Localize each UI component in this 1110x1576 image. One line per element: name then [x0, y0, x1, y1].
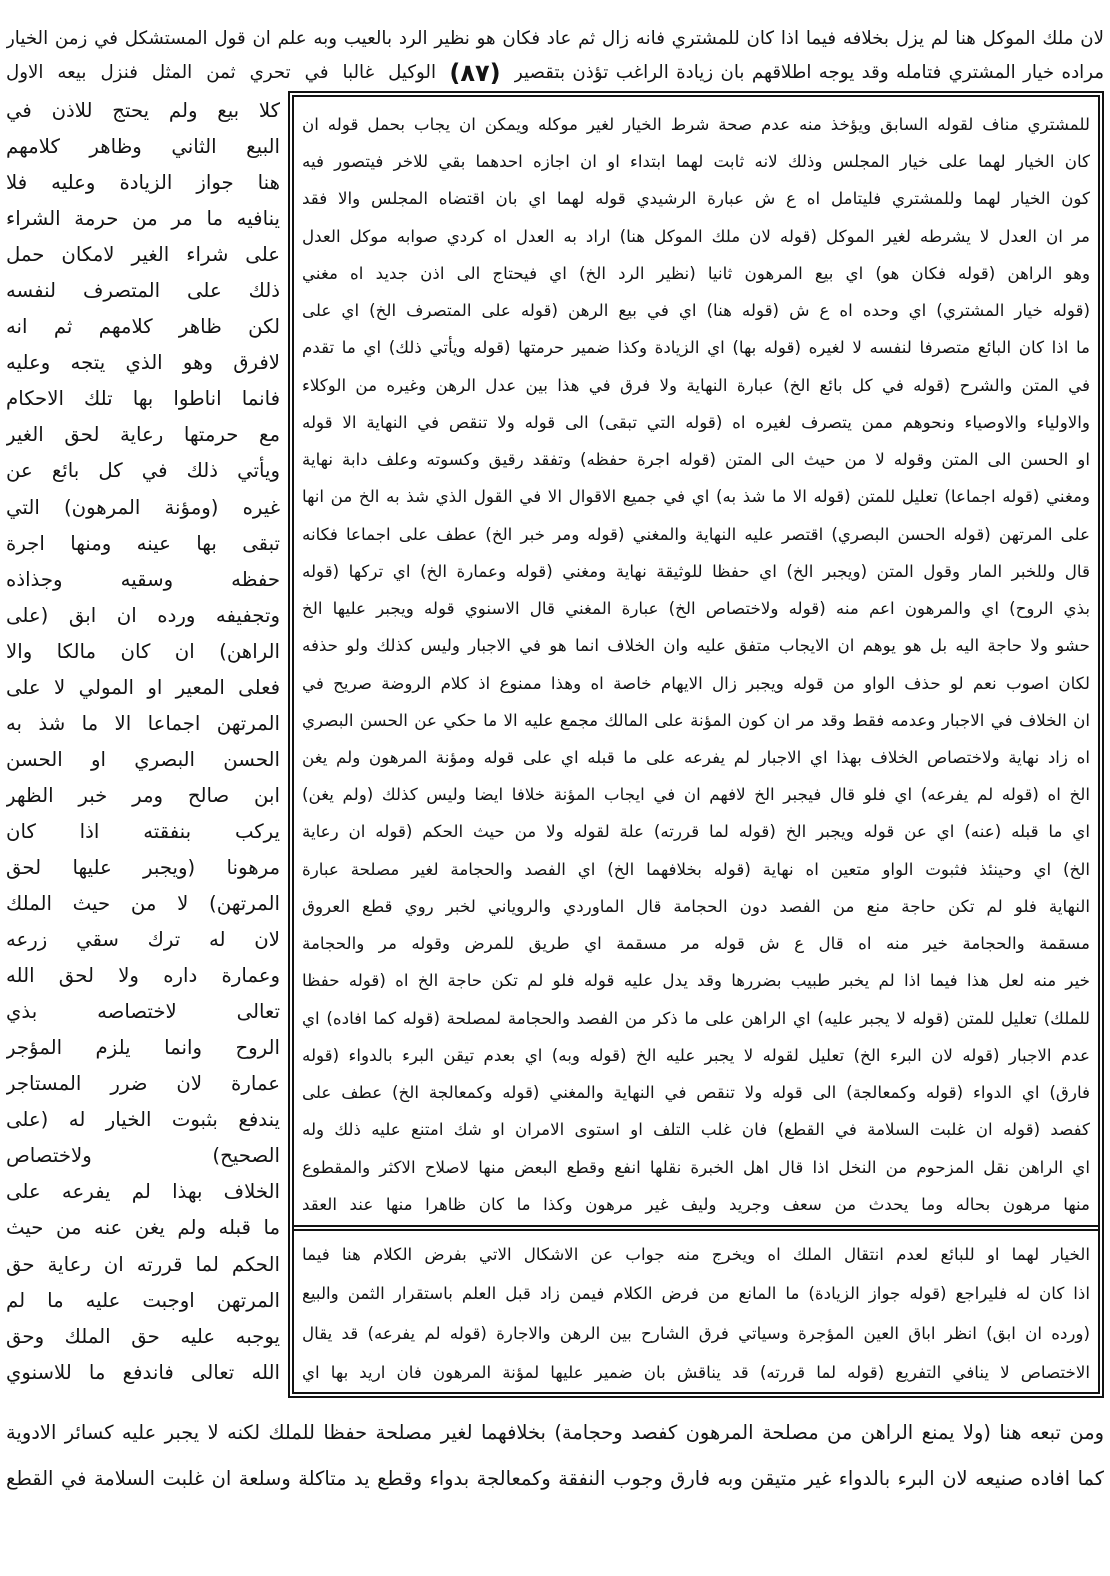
margin-text-line: ويأتي ذلك في كل بائع عن [6, 459, 280, 483]
gloss-line: قال وللخبر المار وقول المتن (ويجبر الخ) اي حفظا للوثيقة نهاية ومغني (قوله وعمارة الخ) اي تركها (قوله [302, 560, 1090, 581]
margin-text-line: تبقى بها عينه ومنها اجرة [6, 531, 280, 555]
margin-text-line: يوجبه عليه حق الملك وحق [6, 1324, 280, 1348]
gloss-line: الخ اه (قوله لم يفرعه) اي فلو قال فيجبر الخ لافهم ان في ايجاب المؤنة خلافا ايضا وليس كذلك (ولم يغن) [302, 784, 1090, 805]
footer-line: ومن تبعه هنا (ولا يمنع الراهن من مصلحة المرهون كفصد وحجامة) بخلافهما لغير مصلحة حفظا للملك لكنه لا يجبر عليه كسائر الادوية [6, 1421, 1104, 1444]
margin-text-line: هنا جواز الزيادة وعليه فلا [6, 171, 280, 195]
margin-text-line: ينافيه ما مر من حرمة الشراء [6, 207, 280, 231]
margin-text-line: فانما اناطوا بها تلك الاحكام [6, 387, 280, 411]
gloss-line: كفصد (قوله ان غلبت السلامة في القطع) فان غلب التلف او استوى الامران او شك امتنع عليه ذلك وله [302, 1119, 1090, 1140]
gloss-upper [302, 109, 1090, 1219]
gloss-line: اه زاد نهاية ولاختصاص الخلاف بهذا اي الاجبار لم يفرعه على ما قبله اي على قوله ومؤنة المرهون ولم يغن [302, 746, 1090, 767]
margin-text-line: المرتهن اجماعا الا ما شذ به [6, 711, 280, 735]
gloss-line: منها مرهون بحاله وما يحدث من سعف وجريد وليف غير مرهون وكذا ما كان ظاهرا منها عند العقد [302, 1193, 1090, 1214]
gloss-line: فارق) اي الدواء (قوله وكمعالجة) الى قوله ولا تنقص في النهاية والمغني (قوله وكمعالجة الخ) عطف على [302, 1082, 1090, 1103]
margin-text-line: ابن صالح ومر خبر الظهر [6, 783, 280, 807]
header-line: لان ملك الموكل هنا لم يزل بخلافه فيما اذا كان للمشتري فانه زال ثم عاد فكان هو نظير الرد بالعيب وبه علم ان قول المستشكل في زمن الخيار [6, 28, 1104, 49]
margin-text-line: تعالى لاختصاصه بذي [6, 1000, 280, 1024]
margin-text-line: وعمارة داره ولا لحق الله [6, 964, 280, 988]
margin-text-line: عمارة لان ضرر المستاجر [6, 1072, 280, 1096]
header-row-2 [6, 56, 1104, 90]
gloss-line: كون الخيار لهما وللمشتري فليتامل اه ع ش عبارة الرشيدي قوله لهما اي بان اقتضاه المجلس والا فقد [302, 188, 1090, 209]
margin-text-line: لافرق وهو الذي يتجه وعليه [6, 351, 280, 375]
gloss-line: اي ما قبله (عنه) اي عن قوله ويجبر الخ (قوله لما قررته) علة لقوله ولا من حيث الحكم (قوله ان رعاية [302, 821, 1090, 842]
gloss-divider [294, 1225, 1098, 1231]
lower-gloss-line: الاختصاص لا ينافي التفريع (قوله لما قررته) قد يناقش بان ضمير عليها لمؤنة المرهون فان اريد بها اي [302, 1361, 1090, 1382]
gloss-frame [288, 91, 1104, 1398]
gloss-lower [302, 1239, 1090, 1387]
page-footer-text [6, 1418, 1104, 1494]
margin-text-line: البيع الثاني وظاهر كلامهم [6, 135, 280, 159]
margin-text-line: المرتهن) لا من حيث الملك [6, 892, 280, 916]
margin-text-line: الحسن البصري او الحسن [6, 747, 280, 771]
gloss-line: النهاية فلو لم تكن حاجة منع من الفصد دون الحجامة قال الماوردي والروياني لخبر روي قطع العروق [302, 895, 1090, 916]
gloss-line: كان الخيار لهما على خيار المجلس وذلك لانه ثابت لهما ابتداء او ان اجازه احدهما بقي للاخر فيتصور فيه [302, 151, 1090, 172]
margin-text-line: الروح وانما يلزم المؤجر [6, 1036, 280, 1060]
gloss-line: وهو الراهن (قوله فكان هو) اي بيع المرهون ثانيا (نظير الرد الخ) اي فيحتاج الى اذن جديد اه مغني [302, 262, 1090, 283]
gloss-line: مسقمة والحجامة خير منه اه قال ع ش قوله مر مسقمة اي طريق للمرض وقوله مر والحجامة [302, 933, 1090, 954]
margin-text-line: لكن ظاهر كلامهم ثم انه [6, 315, 280, 339]
gloss-line: ما اذا كان البائع متصرفا لنفسه لا لغيره (قوله بها) اي الزيادة وكذا ضمير حرمتها (قوله ويأتي ذلك) اي ما تقدم [302, 337, 1090, 358]
gloss-line: للمشتري مناف لقوله السابق ويؤخذ منه عدم صحة شرط الخيار لغير موكله ويمكن ان يجاب بحمل قوله ان [302, 114, 1090, 134]
margin-text-line: يركب بنفقته اذا كان [6, 819, 280, 843]
gloss-line: اي الراهن نقل المزحوم من النخل اذا قال اهل الخبرة نقلها انفع وقطع البعض منها لاصلاح الاكثر والمقطوع [302, 1156, 1090, 1177]
margin-text-line: الحكم لما قررته ان رعاية حق [6, 1252, 280, 1276]
header-line-right: مراده خيار المشتري فتامله وقد يوجه اطلاقهم بان زيادة الراغب تؤذن بتقصير [514, 62, 1104, 83]
lower-gloss-line: (ورده ان ابق) انظر اباق العين المؤجرة وسياتي فرق الشارح بين الرهن والاجارة (قوله لم يفرعه) قد يقال [302, 1322, 1090, 1343]
gloss-line: خير منه لعل هذا فيما اذا لم يخبر طبيب بضررها وقد يدل عليه قوله فلو لم تكن حاجة الخ اه (قوله حفظا [302, 970, 1090, 991]
gloss-line: لكان اصوب نعم لو حذف الواو من قوله ويجبر زال الايهام خاصة اه وهذا ممنوع اذ كلام الروضة صريح في [302, 672, 1090, 693]
gloss-line: مر ان العدل لا يشرطه لغير الموكل (قوله لان ملك الموكل هنا) اراد به العدل اه كردي صوابه موكل العدل [302, 225, 1090, 246]
gloss-line: الخ) اي وحينئذ فثبوت الواو متعين اه نهاية (قوله بخلافهما الخ) اي الفصد والحجامة لغير مصلحة عبارة [302, 858, 1090, 879]
margin-text-line: على شراء الغير لامكان حمل [6, 243, 280, 267]
gloss-line: بذي الروح) اي والمرهون اعم منه (قوله ولاختصاص الخ) عبارة المغني قال الاسنوي قوله ويجبر عليها الخ [302, 598, 1090, 619]
footer-line: كما افاده صنيعه لان البرء بالدواء غير متيقن وبه فارق وجوب النفقة وكمعالجة بدواء وقطع يد متاكلة وسلعة ان غلبت السلامة في القطع [6, 1467, 1104, 1490]
margin-text-line: الخلاف بهذا لم يفرعه على [6, 1180, 280, 1204]
lower-gloss-line: الخيار لهما او للبائع لعدم انتقال الملك اه ويخرج منه جواب عن الاشكال الاتي بفرض الكلام هنا فيما [302, 1244, 1090, 1264]
gloss-line: (قوله خيار المشتري) اي وحده اه ع ش (قوله هنا) اي في بيع الرهن (قوله على المتصرف الخ) اي على [302, 300, 1090, 321]
margin-text-line: مرهونا (ويجبر عليها لحق [6, 855, 280, 879]
gloss-line: والاولياء والاوصياء ونحوهم ممن يتصرف لغيره اه (قوله التي تبقى) الى قوله ولا تنقص في النهاية الا قوله [302, 411, 1090, 432]
gloss-line: حشو ولا حاجة اليه بل هو يوهم ان الايجاب متفق عليه وان الخلاف انما هو في الاجبار وليس كذلك ولو حذفه [302, 635, 1090, 656]
header-line-left: الوكيل غالبا في تحري ثمن المثل فنزل بيعه الاول [6, 62, 436, 83]
gloss-line: ان الخلاف في الاجبار وعدمه فقط وقد مر ان كون المؤنة على المالك مجمع عليه الا ما حكي عن الحسن البصري [302, 709, 1090, 730]
lower-gloss-line: اذا كان له فليراجع (قوله جواز الزيادة) ما المانع من فرض الكلام فيمن زاد قبل العلم باستقرار الثمن والبيع [302, 1283, 1090, 1304]
margin-text-line: فعلى المعير او المولي لا على [6, 675, 280, 699]
gloss-line: عدم الاجبار (قوله لان البرء الخ) تعليل لقوله لا يجبر عليه الخ (قوله وبه) اي بعدم تيقن البرء بالدواء (قوله [302, 1044, 1090, 1065]
gloss-line: على المرتهن (قوله الحسن البصري) اقتصر عليه النهاية والمغني (قوله ومر خبر الخ) عطف على اجماعا فكانه [302, 523, 1090, 544]
gloss-line: او الحسن الى المتن وقوله لا من حيث الى المتن (قوله اجرة حفظه) وتفقد رقيق وكسوته وعلف دابة نهاية [302, 449, 1090, 470]
margin-text-line: الصحيح) ولاختصاص [6, 1144, 280, 1168]
margin-column [6, 96, 280, 1388]
margin-text-line: ما قبله ولم يغن عنه من حيث [6, 1216, 280, 1240]
margin-text-line: المرتهن اوجبت عليه ما لم [6, 1288, 280, 1312]
margin-text-line: غيره (ومؤنة المرهون) التي [6, 495, 280, 519]
margin-text-line: لان له ترك سقي زرعه [6, 928, 280, 952]
margin-text-line: الراهن) ان كان مالكا والا [6, 639, 280, 663]
page-number: (٨٧) [449, 59, 501, 87]
margin-text-line: كلا بيع ولم يحتج للاذن في [6, 99, 280, 122]
margin-text-line: وتجفيفه ورده ان ابق (على [6, 603, 280, 627]
gloss-line: في المتن والشرح (قوله في كل بائع الخ) عبارة النهاية ولا فرق في هذا بين عدل الرهن وغيره من الوكلاء [302, 374, 1090, 395]
page-header [6, 22, 1104, 90]
margin-text-line: حفظه وسقيه وجذاذه [6, 567, 280, 591]
margin-text-line: مع حرمتها رعاية لحق الغير [6, 423, 280, 447]
margin-text-line: الله تعالى فاندفع ما للاسنوي [6, 1360, 280, 1384]
margin-text-line: يندفع بثبوت الخيار له (على [6, 1108, 280, 1132]
margin-text-line: ذلك على المتصرف لنفسه [6, 279, 280, 303]
gloss-line: ومغني (قوله اجماعا) تعليل للمتن (قوله الا ما شذ به) اي في جميع الاقوال الا في القول الذي شذ به الخ من انها [302, 486, 1090, 507]
gloss-line: للملك) تعليل للمتن (قوله لا يجبر عليه) اي الراهن على ما ذكر من الفصد والحجامة لمصلحة (قوله كما افاده) اي [302, 1007, 1090, 1028]
header-row-1 [6, 22, 1104, 56]
